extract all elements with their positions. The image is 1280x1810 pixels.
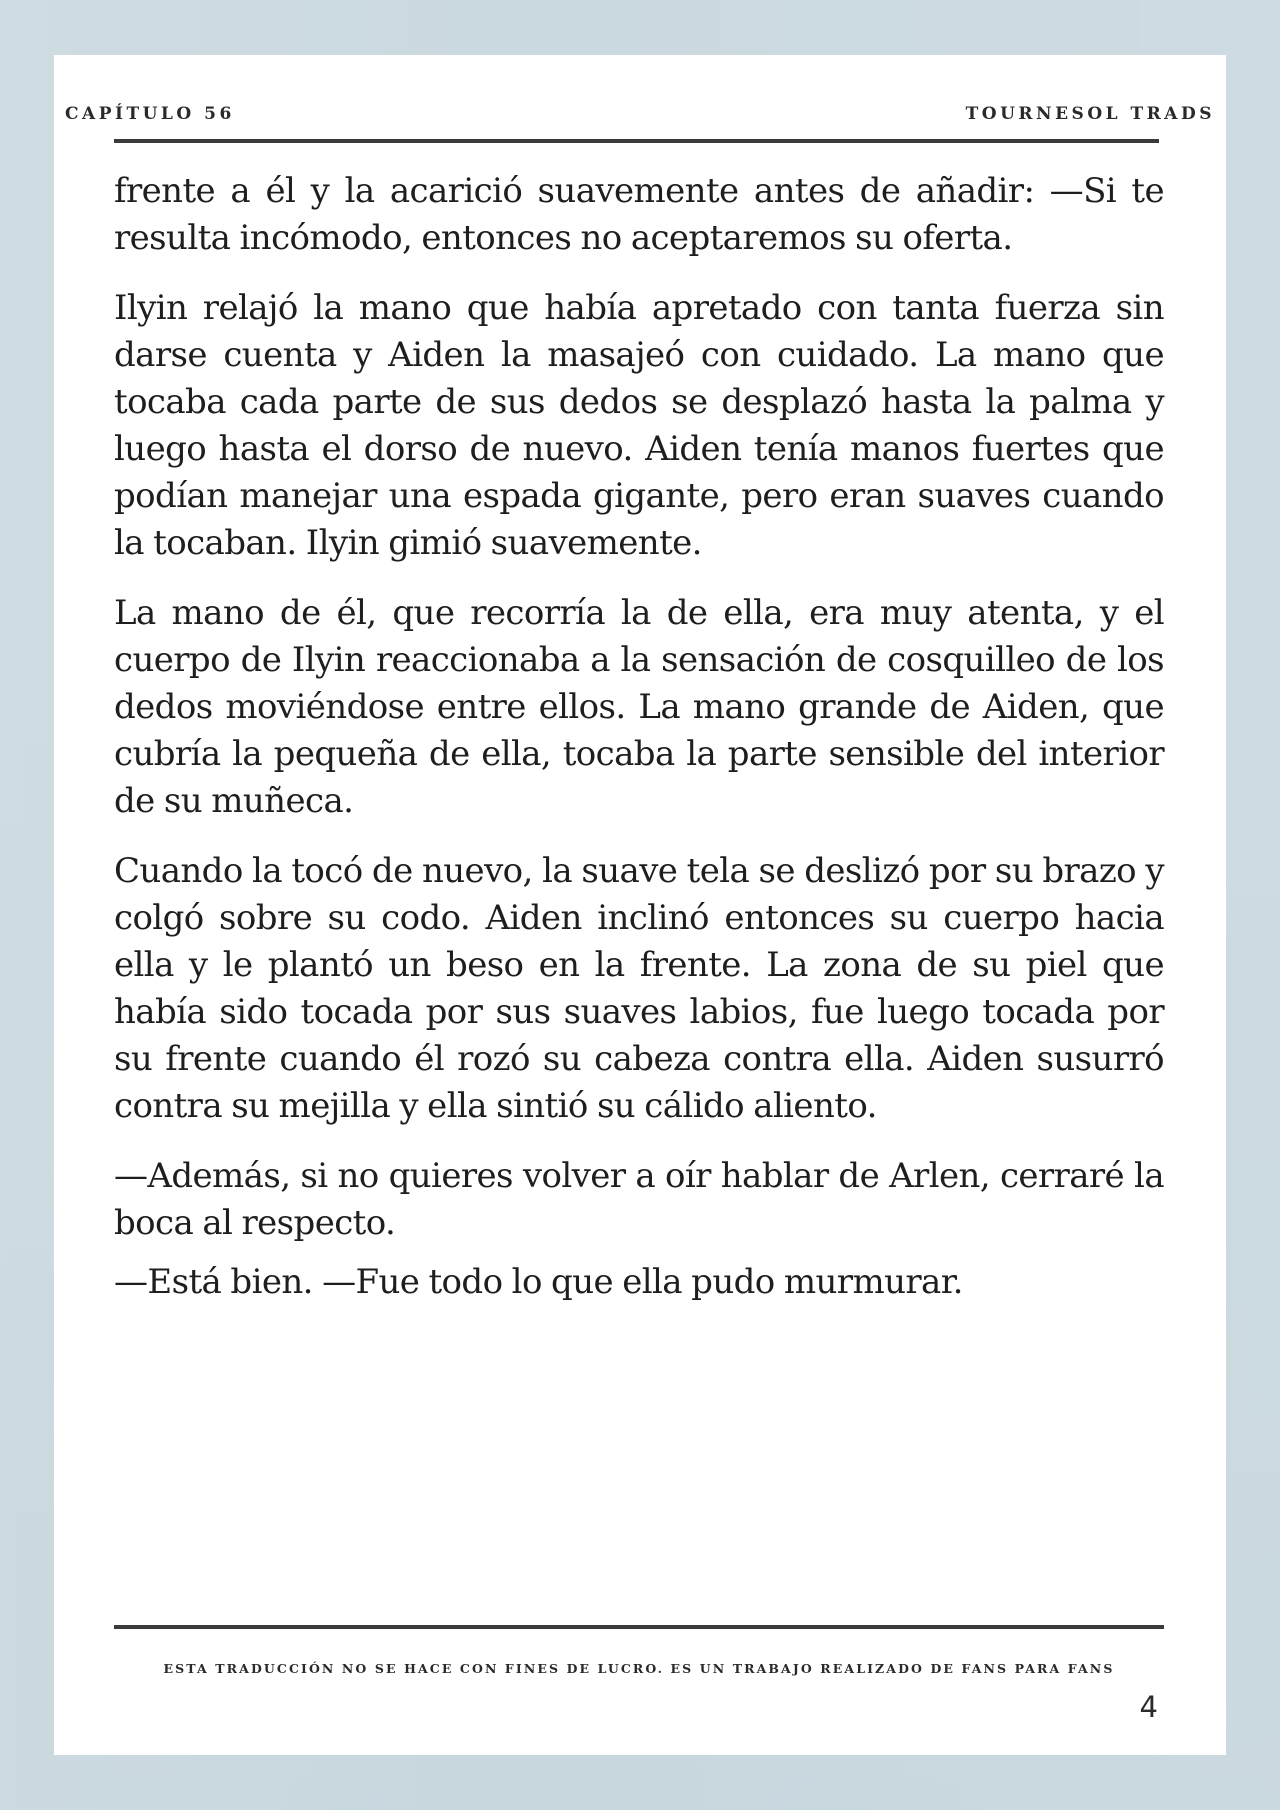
paragraph: frente a él y la acarició suavemente antes de añadir: —Si te resulta incómodo, entonces no aceptaremos su oferta. <box>114 171 1164 258</box>
paragraph: Cuando la tocó de nuevo, la suave tela se deslizó por su brazo y colgó sobre su codo. Aiden inclinó entonces su cuerpo hacia ella y le plantó un beso en la frente. La zona de su piel que había sido tocada por sus suaves labios, fue luego tocada por su frente cuando él rozó su cabeza contra ella. Aiden susurró contra su mejilla y ella sintió su cálido aliento. <box>114 851 1164 1126</box>
chapter-body <box>114 168 1164 1329</box>
footer-disclaimer: ESTA TRADUCCIÓN NO SE HACE CON FINES DE LUCRO. ES UN TRABAJO REALIZADO DE FANS PARA FANS <box>163 1661 1115 1676</box>
paragraph: —Además, si no quieres volver a oír hablar de Arlen, cerraré la boca al respecto. <box>114 1156 1164 1243</box>
page-number: 4 <box>1139 1690 1158 1724</box>
paragraph: —Está bien. —Fue todo lo que ella pudo murmurar. <box>114 1262 963 1302</box>
footer-divider <box>114 1625 1164 1629</box>
paragraph: Ilyin relajó la mano que había apretado con tanta fuerza sin darse cuenta y Aiden la masajeó con cuidado. La mano que tocaba cada parte de sus dedos se desplazó hasta la palma y luego hasta el dorso de nuevo. Aiden tenía manos fuertes que podían manejar una espada gigante, pero eran suaves cuando la tocaban. Ilyin gimió suavemente. <box>114 288 1164 563</box>
paragraph: La mano de él, que recorría la de ella, era muy atenta, y el cuerpo de Ilyin reaccionaba a la sensación de cosquilleo de los dedos moviéndose entre ellos. La mano grande de Aiden, que cubría la pequeña de ella, tocaba la parte sensible del interior de su muñeca. <box>114 593 1164 821</box>
group-name: TOURNESOL TRADS <box>965 104 1215 124</box>
header-divider <box>114 139 1159 143</box>
running-header <box>65 104 1215 128</box>
chapter-label: CAPÍTULO 56 <box>65 104 235 124</box>
